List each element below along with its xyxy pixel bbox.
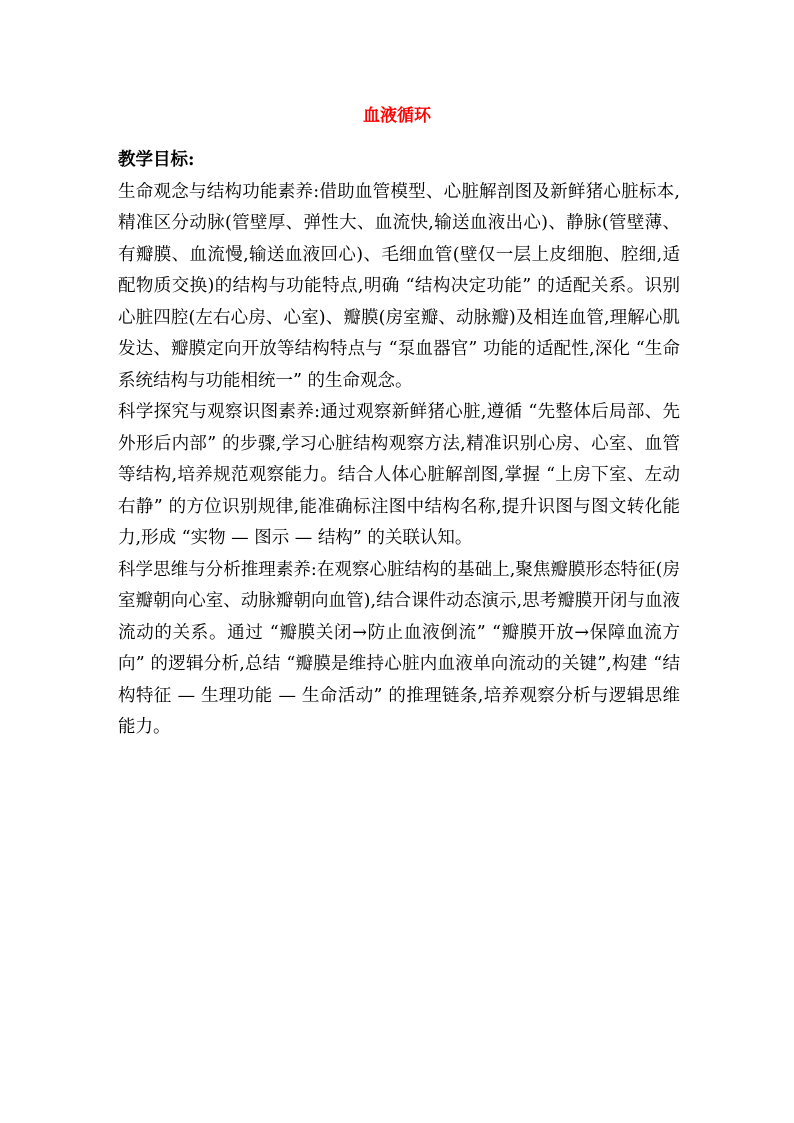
paragraph-scientific-inquiry: 科学探究与观察识图素养:通过观察新鲜猪心脏,遵循 “先整体后局部、先外形后内部” 的步骤,学习心脏结构观察方法,精准识别心房、心室、血管等结构,培养规范观察能力。结合人体心脏解剖图,掌握 “上房下室、左动右静” 的方位识别规律,能准确标注图中结构名称,提升识图与图文转化能力,形成 “实物 — 图示 — 结构” 的关联认知。	[118, 402, 680, 548]
document-title: 血液循环	[363, 106, 431, 126]
paragraph-life-concept: 生命观念与结构功能素养:借助血管模型、心脏解剖图及新鲜猪心脏标本,精准区分动脉(管壁厚、弹性大、血流快,输送血液出心)、静脉(管壁薄、有瓣膜、血流慢,输送血液回心)、毛细血管(壁仅一层上皮细胞、腔细,适配物质交换)的结构与功能特点,明确 “结构决定功能” 的适配关系。识别心脏四腔(左右心房、心室)、瓣膜(房室瓣、动脉瓣)及相连血管,理解心肌发达、瓣膜定向开放等结构特点与 “泵血器官” 功能的适配性,深化 “生命系统结构与功能相统一” 的生命观念。	[118, 181, 680, 391]
section-heading: 教学目标:	[118, 150, 195, 170]
paragraph-scientific-thinking: 科学思维与分析推理素养:在观察心脏结构的基础上,聚焦瓣膜形态特征(房室瓣朝向心室、动脉瓣朝向血管),结合课件动态演示,思考瓣膜开闭与血液流动的关系。通过 “瓣膜关闭→防止血液倒流” “瓣膜开放→保障血流方向” 的逻辑分析,总结 “瓣膜是维持心脏内血液单向流动的关键”,构建 “结构特征 — 生理功能 — 生命活动” 的推理链条,培养观察分析与逻辑思维能力。	[118, 559, 680, 737]
document-body	[118, 145, 680, 744]
